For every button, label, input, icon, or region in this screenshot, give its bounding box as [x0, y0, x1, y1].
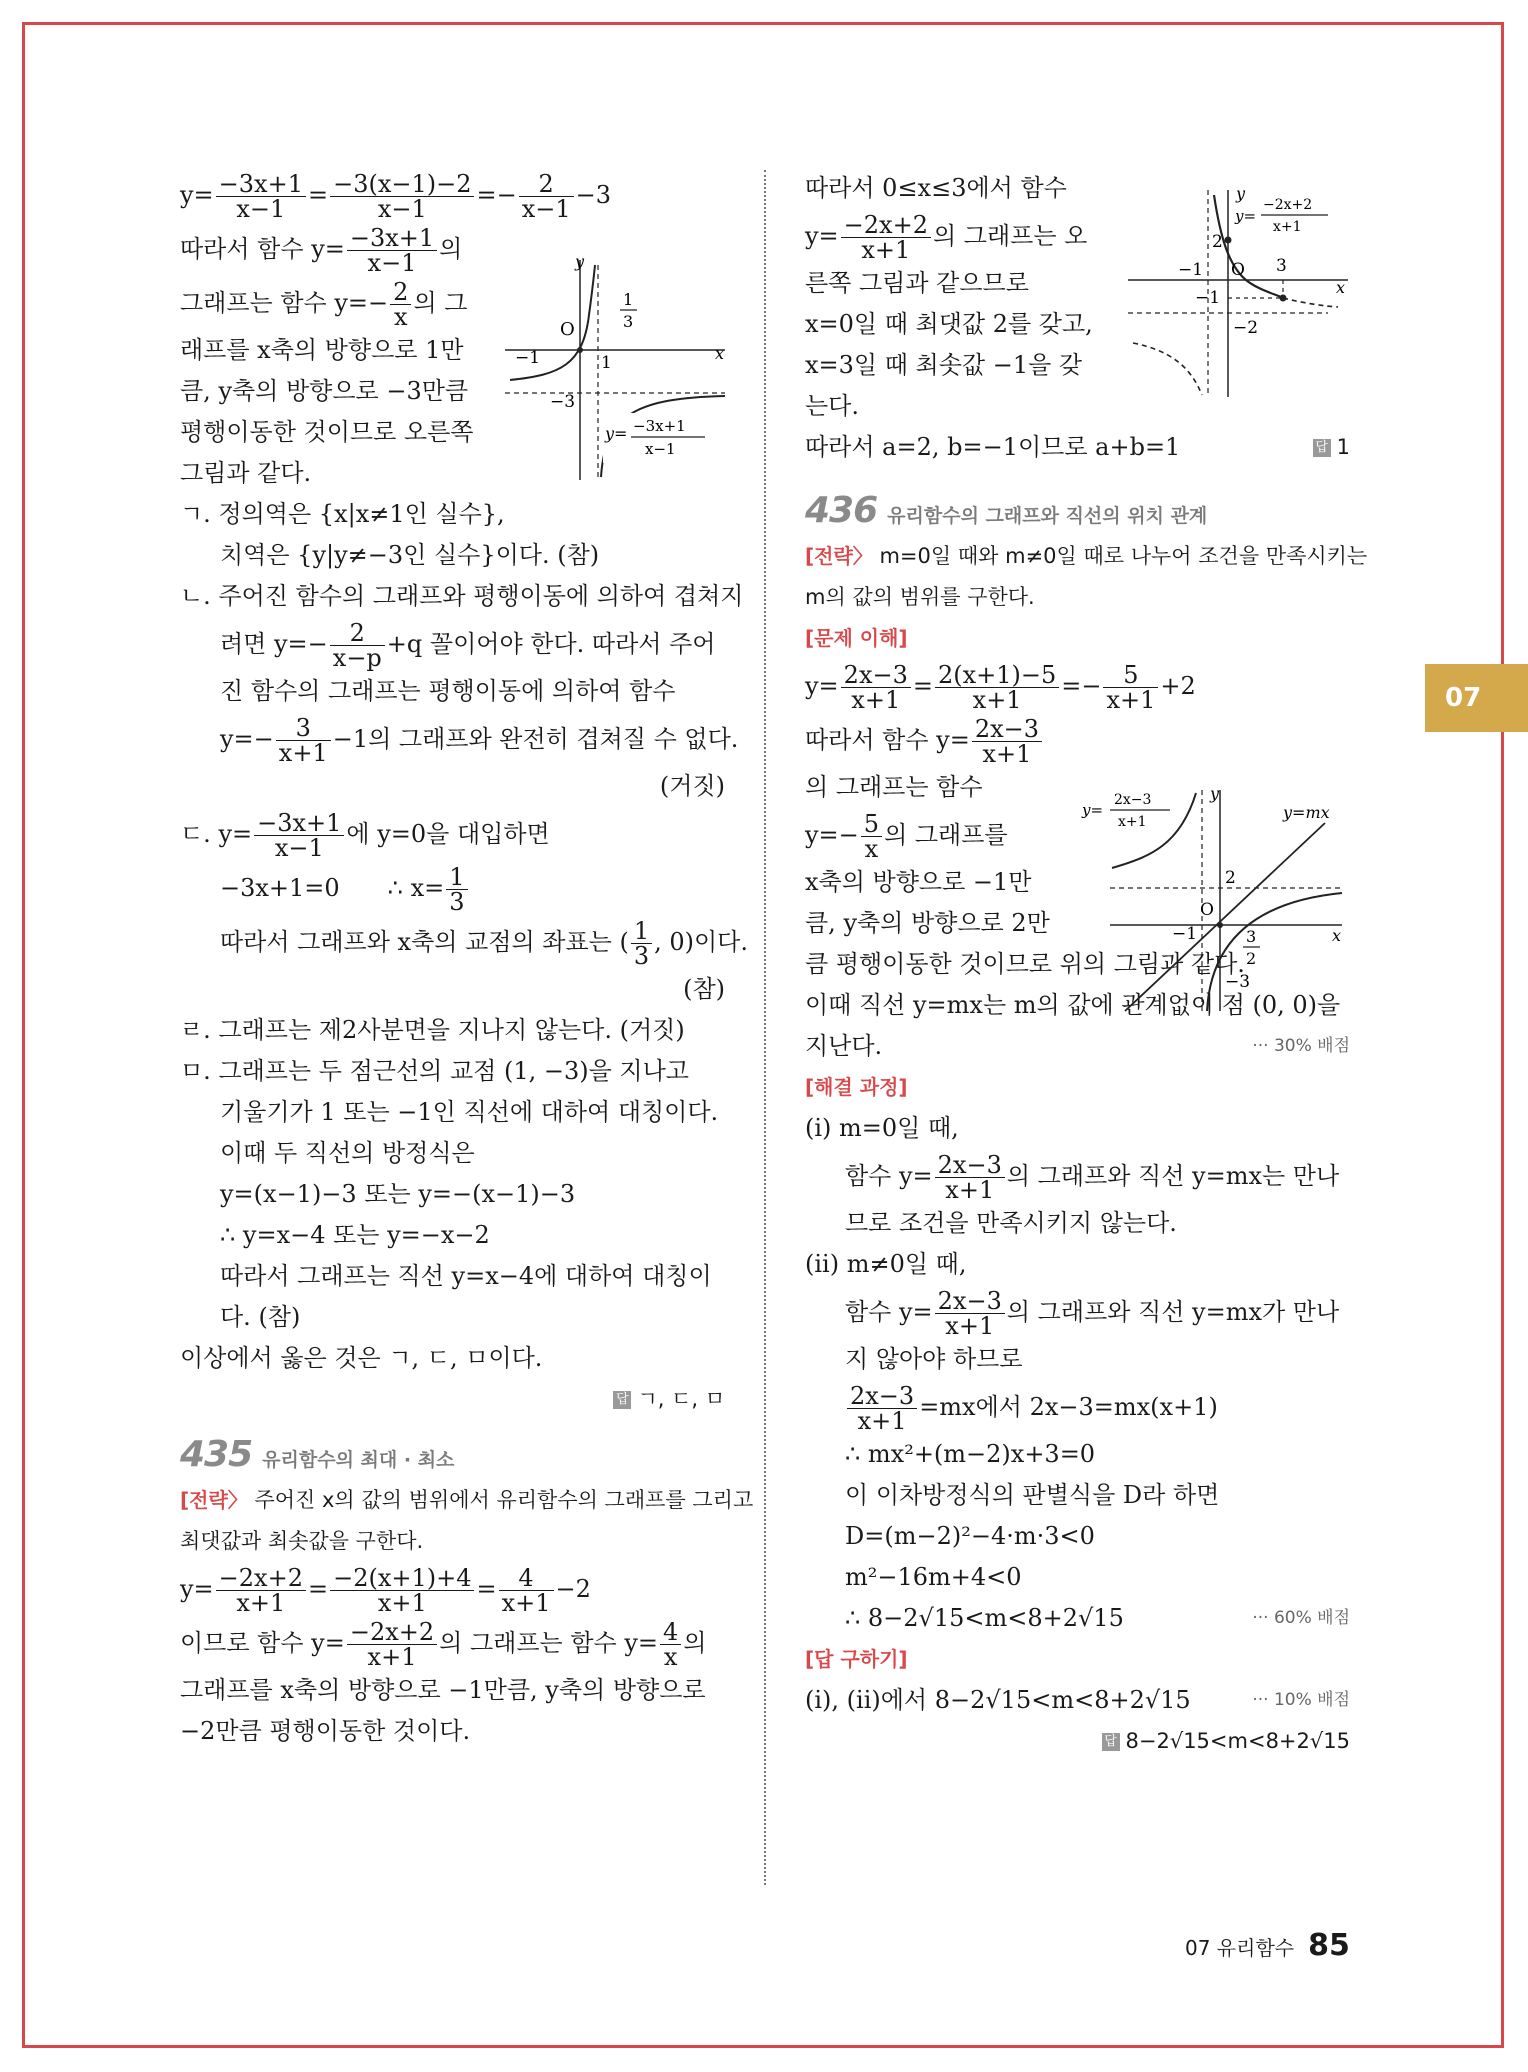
answer	[1313, 427, 1350, 468]
numerator: 3	[276, 716, 331, 741]
section-label: [해결 과정]	[805, 1075, 908, 1099]
numerator: 2x−3	[972, 717, 1042, 742]
problem-title: 유리함수의 최대 · 최소	[262, 1449, 455, 1471]
text: +2	[1160, 672, 1196, 700]
text-line	[805, 713, 1350, 767]
text-line: 의 그래프는 함수	[805, 773, 983, 801]
numerator: −2x+2	[347, 1620, 437, 1645]
section-label: [문제 이해]	[805, 626, 908, 650]
denominator: x+1	[982, 740, 1032, 768]
tick-label: −1	[1195, 288, 1221, 308]
y-axis-label: y	[1236, 185, 1246, 203]
answer-text: 1	[1336, 435, 1350, 459]
numerator: 2x−3	[935, 1289, 1005, 1314]
text-line: D=(m−2)²−4·m·3<0	[845, 1522, 1095, 1550]
fraction	[972, 717, 1042, 766]
graph-eq: y=	[605, 424, 628, 443]
line-label: y=mx	[1283, 803, 1330, 822]
text: −1의 그래프와 완전히 겹쳐질 수 없다.	[332, 725, 739, 753]
text: ㄷ. y=	[180, 820, 253, 848]
tick-label: 2	[1225, 868, 1236, 888]
denominator: x+1	[278, 739, 328, 767]
text-line: 이때 두 직선의 방정식은	[220, 1139, 475, 1167]
problem-title: 유리함수의 그래프와 직선의 위치 관계	[887, 505, 1208, 527]
text-line	[805, 427, 1350, 468]
denominator: x+1	[236, 1589, 286, 1617]
text: =−	[476, 181, 517, 209]
x-axis-label: x	[1332, 926, 1342, 945]
denominator: x−p	[332, 644, 382, 672]
tick-label: 2	[1246, 949, 1257, 968]
numerator: −2x+2	[841, 213, 931, 238]
text-line	[805, 1680, 1350, 1721]
graph-eq-num: −2x+2	[1263, 197, 1313, 213]
text-line: y=(x−1)−3 또는 y=−(x−1)−3	[220, 1180, 576, 1208]
numerator: 2	[390, 280, 411, 305]
denominator: x−1	[521, 195, 571, 223]
graph-eq-den: x−1	[645, 440, 676, 458]
text: 함수 y=	[845, 1162, 933, 1190]
chapter-tab: 07	[1425, 664, 1528, 732]
tick-label: 3	[623, 312, 634, 331]
graph-eq-num: 2x−3	[1114, 792, 1152, 808]
text-line: m²−16m+4<0	[845, 1563, 1022, 1591]
text: y=	[180, 1575, 214, 1603]
text: =	[912, 672, 933, 700]
y-axis-label: y	[1210, 785, 1220, 803]
graph-rational-3	[1080, 785, 1350, 1015]
answer	[180, 1379, 725, 1420]
denominator: x+1	[851, 686, 901, 714]
text-line: 진 함수의 그래프는 평행이동에 의하여 함수	[220, 677, 676, 705]
tick-label: −1	[1178, 260, 1204, 280]
strategy-line	[180, 1480, 754, 1521]
text: 의 그래프는 오	[932, 222, 1088, 250]
numerator: 4	[660, 1620, 681, 1645]
text: 의	[683, 1629, 707, 1657]
text: y=−	[334, 289, 389, 317]
numerator: 1	[631, 919, 652, 944]
text: 그래프는 함수	[180, 289, 335, 317]
text-line	[180, 807, 725, 861]
fraction	[841, 663, 911, 712]
text: +q 꼴이어야 한다. 따라서 주어	[386, 630, 716, 658]
page-footer	[1185, 1928, 1350, 1963]
max-point	[1225, 237, 1232, 244]
text: 에 y=0을 대입하면	[346, 820, 550, 848]
text: ∴ x=	[387, 874, 445, 902]
fraction	[519, 172, 574, 221]
denominator: x+1	[972, 686, 1022, 714]
text-line: (참)	[683, 975, 725, 1003]
tick-label: −2	[1233, 318, 1259, 338]
tick-label: 3	[1246, 927, 1257, 946]
fraction	[631, 919, 652, 968]
numerator: 5	[1103, 663, 1158, 688]
text-line	[180, 712, 739, 767]
fraction	[847, 1384, 917, 1433]
tick-label: 1	[601, 353, 612, 373]
answer-text: 8−2√15<m<8+2√15	[1125, 1729, 1350, 1753]
page-number: 85	[1308, 1928, 1350, 1963]
strategy-line: m의 값의 범위를 구한다.	[805, 585, 1035, 609]
fraction	[330, 1566, 474, 1615]
fraction	[935, 1153, 1005, 1202]
text: y=	[311, 235, 345, 263]
text-line: 큼, y축의 방향으로 2만	[805, 909, 1050, 937]
fraction	[330, 621, 385, 670]
text: =	[307, 1575, 329, 1603]
fraction	[935, 1289, 1005, 1338]
text: 의	[439, 235, 463, 263]
text-line	[805, 1026, 1350, 1067]
fraction	[216, 1566, 306, 1615]
text: 따라서 a=2, b=−1이므로 a+b=1	[805, 433, 1181, 461]
fraction	[861, 812, 882, 861]
origin-point	[577, 347, 583, 353]
origin-label: O	[1200, 900, 1214, 920]
text-line: 이 이차방정식의 판별식을 D라 하면	[845, 1481, 1220, 1509]
text-line: 지 않아야 하므로	[845, 1345, 1023, 1373]
text: ∴ 8−2√15<m<8+2√15	[845, 1604, 1124, 1632]
numerator: 4	[499, 1566, 554, 1591]
fraction	[347, 1620, 437, 1669]
text: y=−	[805, 821, 859, 849]
numerator: 2x−3	[847, 1384, 917, 1409]
text-line	[805, 1380, 1350, 1434]
strategy-tag: [전략〉	[805, 544, 873, 568]
numerator: 1	[446, 865, 467, 890]
numerator: 5	[861, 812, 882, 837]
numerator: −2x+2	[216, 1566, 306, 1591]
fraction	[276, 716, 331, 765]
text: m=0일 때와 m≠0일 때로 나누어 조건을 만족시키는	[879, 544, 1368, 568]
text-line	[805, 1149, 1350, 1203]
answer-icon: 답	[613, 1391, 631, 1409]
denominator: x+1	[367, 1643, 417, 1671]
text-line: 른쪽 그림과 같으므로	[805, 269, 1029, 297]
numerator: 2x−3	[935, 1153, 1005, 1178]
numerator: −2(x+1)+4	[330, 1566, 474, 1591]
text: 의 그래프는 함수 y=	[439, 1629, 658, 1657]
denominator: 3	[449, 888, 465, 916]
graph-eq: y=	[1235, 207, 1257, 225]
problem-number: 435	[180, 1434, 253, 1475]
tick-label: 1	[623, 290, 634, 309]
text: y=	[805, 672, 839, 700]
fraction	[330, 172, 474, 221]
min-point	[1280, 295, 1287, 302]
text: −2	[555, 1575, 591, 1603]
text-line	[180, 617, 725, 671]
denominator: x	[663, 1643, 678, 1671]
answer-icon: 답	[1313, 439, 1331, 457]
tick-label: −1	[515, 348, 541, 368]
text: =	[307, 181, 329, 209]
text: 함수 y=	[845, 1298, 933, 1326]
fraction	[254, 811, 344, 860]
text-line: ∴ mx²+(m−2)x+3=0	[845, 1440, 1096, 1468]
eq-line	[805, 659, 1350, 713]
text-line: 평행이동한 것이므로 오른쪽	[180, 418, 474, 446]
text-line: x=0일 때 최댓값 2를 갖고,	[805, 310, 1093, 338]
tick-label: −1	[1172, 924, 1198, 944]
numerator: −3(x−1)−2	[330, 172, 474, 197]
tick-label: 3	[1276, 256, 1287, 276]
text-line: 그림과 같다.	[180, 459, 312, 487]
numerator: −3x+1	[347, 226, 437, 251]
text: 의 그래프와 직선 y=mx는 만나	[1006, 1162, 1340, 1190]
fraction	[499, 1566, 554, 1615]
text: y=	[180, 181, 214, 209]
y-axis-label: y	[575, 255, 585, 271]
text-line: ∴ y=x−4 또는 y=−x−2	[220, 1221, 490, 1249]
answer	[805, 1721, 1350, 1762]
text-line	[805, 1598, 1350, 1639]
text-line: 다. (참)	[220, 1303, 301, 1331]
text: 려면 y=−	[220, 630, 328, 658]
text: =mx에서 2x−3=mx(x+1)	[919, 1393, 1218, 1421]
fraction	[1103, 663, 1158, 712]
tick-label: −3	[550, 392, 576, 412]
text: =	[476, 1575, 497, 1603]
strategy-tag: [전략〉	[180, 1488, 248, 1512]
text: 의 그래프와 직선 y=mx가 만나	[1006, 1298, 1340, 1326]
score-note: ··· 10% 배점	[1252, 1690, 1350, 1710]
graph-eq-num: −3x+1	[633, 417, 686, 435]
text-line: 므로 조건을 만족시키지 않는다.	[845, 1209, 1177, 1237]
text-line: (ii) m≠0일 때,	[805, 1250, 967, 1278]
text-line: ㅁ. 그래프는 두 점근선의 교점 (1, −3)을 지나고	[180, 1057, 689, 1085]
text: 따라서 그래프와 x축의 교점의 좌표는 (	[220, 928, 629, 956]
text-line	[180, 915, 748, 970]
text: 따라서 함수	[180, 235, 312, 263]
text: y=	[805, 222, 839, 250]
text: 의 그	[413, 289, 468, 317]
text: =−	[1061, 672, 1102, 700]
text: , 0)이다.	[654, 928, 748, 956]
strategy-line: 최댓값과 최솟값을 구한다.	[180, 1529, 424, 1553]
eq-line	[180, 168, 725, 222]
numerator: −3x+1	[216, 172, 306, 197]
graph-eq: y=	[1082, 801, 1104, 819]
problem-header-435	[180, 1434, 725, 1480]
fraction	[841, 213, 931, 262]
problem-number: 436	[805, 490, 878, 531]
text: 주어진 x의 값의 범위에서 유리함수의 그래프를 그리고	[254, 1488, 754, 1512]
text-line: 래프를 x축의 방향으로 1만	[180, 336, 464, 364]
denominator: x+1	[377, 1589, 427, 1617]
footer-chapter: 07 유리함수	[1185, 1936, 1295, 1960]
origin-label: O	[560, 319, 575, 340]
text-line	[180, 1616, 725, 1670]
section-label: [답 구하기]	[805, 1647, 908, 1671]
text: y=−	[220, 725, 274, 753]
numerator: 2x−3	[841, 663, 911, 688]
numerator: 2	[519, 172, 574, 197]
x-axis-label: x	[1336, 278, 1346, 297]
score-note: ··· 30% 배점	[1252, 1036, 1350, 1056]
text: 이므로 함수 y=	[180, 1629, 345, 1657]
denominator: x+1	[945, 1176, 995, 1204]
denominator: x−1	[367, 249, 417, 277]
text-line: ㄹ. 그래프는 제2사분면을 지나지 않는다. (거짓)	[180, 1016, 685, 1044]
strategy-line	[805, 536, 1368, 577]
denominator: x+1	[1106, 686, 1156, 714]
column-divider	[764, 170, 766, 1885]
denominator: x−1	[377, 195, 427, 223]
problem-header-436	[805, 490, 1350, 536]
text-line: 따라서 0≤x≤3에서 함수	[805, 174, 1067, 202]
denominator: x+1	[857, 1407, 907, 1435]
text-line: (i) m=0일 때,	[805, 1114, 959, 1142]
denominator: x−1	[274, 834, 324, 862]
text: −3x+1=0	[220, 874, 340, 902]
graph-eq-den: x+1	[1118, 814, 1147, 830]
denominator: x	[864, 835, 879, 863]
text-line: −2만큼 평행이동한 것이다.	[180, 1717, 471, 1745]
fraction	[216, 172, 306, 221]
text-line: 이상에서 옳은 것은 ㄱ, ㄷ, ㅁ이다.	[180, 1344, 543, 1372]
answer-icon: 답	[1102, 1733, 1120, 1751]
text-line: x축의 방향으로 −1만	[805, 868, 1032, 896]
denominator: x+1	[501, 1589, 551, 1617]
eq-line	[180, 1562, 725, 1616]
graph-rational-2	[1128, 185, 1350, 400]
origin-point	[1217, 922, 1223, 928]
text: 따라서 함수 y=	[805, 726, 970, 754]
text-line: (거짓)	[659, 772, 725, 800]
tick-label: 2	[1212, 232, 1223, 252]
fraction	[660, 1620, 681, 1669]
text-line: 그래프를 x축의 방향으로 −1만큼, y축의 방향으로	[180, 1676, 706, 1704]
text: −3	[575, 181, 612, 209]
numerator: 2	[330, 621, 385, 646]
graph-eq-den: x+1	[1273, 219, 1302, 235]
numerator: −3x+1	[254, 811, 344, 836]
denominator: x+1	[945, 1312, 995, 1340]
text-line: 는다.	[805, 392, 859, 420]
text-line: ㄴ. 주어진 함수의 그래프와 평행이동에 의하여 겹쳐지	[180, 582, 744, 610]
text-line: x=3일 때 최솟값 −1을 갖	[805, 351, 1083, 379]
origin-label: O	[1231, 260, 1245, 280]
fraction	[390, 280, 411, 329]
text-line: 치역은 {y|y≠−3인 실수}이다. (참)	[220, 541, 600, 569]
text-line	[180, 861, 725, 915]
text-line: 이때 직선 y=mx는 m의 값에 관계없이 점 (0, 0)을	[805, 991, 1341, 1019]
text-line: 큼, y축의 방향으로 −3만큼	[180, 377, 469, 405]
text-line: 따라서 그래프는 직선 y=x−4에 대하여 대칭이	[220, 1262, 712, 1290]
score-note: ··· 60% 배점	[1252, 1608, 1350, 1628]
fraction	[347, 226, 437, 275]
text: (i), (ii)에서 8−2√15<m<8+2√15	[805, 1686, 1191, 1714]
fraction	[935, 663, 1059, 712]
denominator: x−1	[236, 195, 286, 223]
text-line: ㄱ. 정의역은 {x|x≠1인 실수},	[180, 500, 505, 528]
fraction	[446, 865, 467, 914]
denominator: x	[394, 303, 408, 331]
text-line: 큼 평행이동한 것이므로 위의 그림과 같다.	[805, 950, 1245, 978]
text: 의 그래프를	[884, 821, 1008, 849]
text: 지난다.	[805, 1032, 883, 1060]
denominator: x+1	[861, 236, 911, 264]
x-axis-label: x	[715, 344, 725, 363]
tick-label: −3	[1225, 972, 1251, 992]
text-line: 기울기가 1 또는 −1인 직선에 대하여 대칭이다.	[220, 1098, 719, 1126]
denominator: 3	[633, 942, 650, 970]
numerator: 2(x+1)−5	[935, 663, 1059, 688]
answer-text: ㄱ, ㄷ, ㅁ	[637, 1387, 725, 1411]
graph-rational-1	[505, 255, 730, 480]
text-line	[805, 1285, 1350, 1339]
